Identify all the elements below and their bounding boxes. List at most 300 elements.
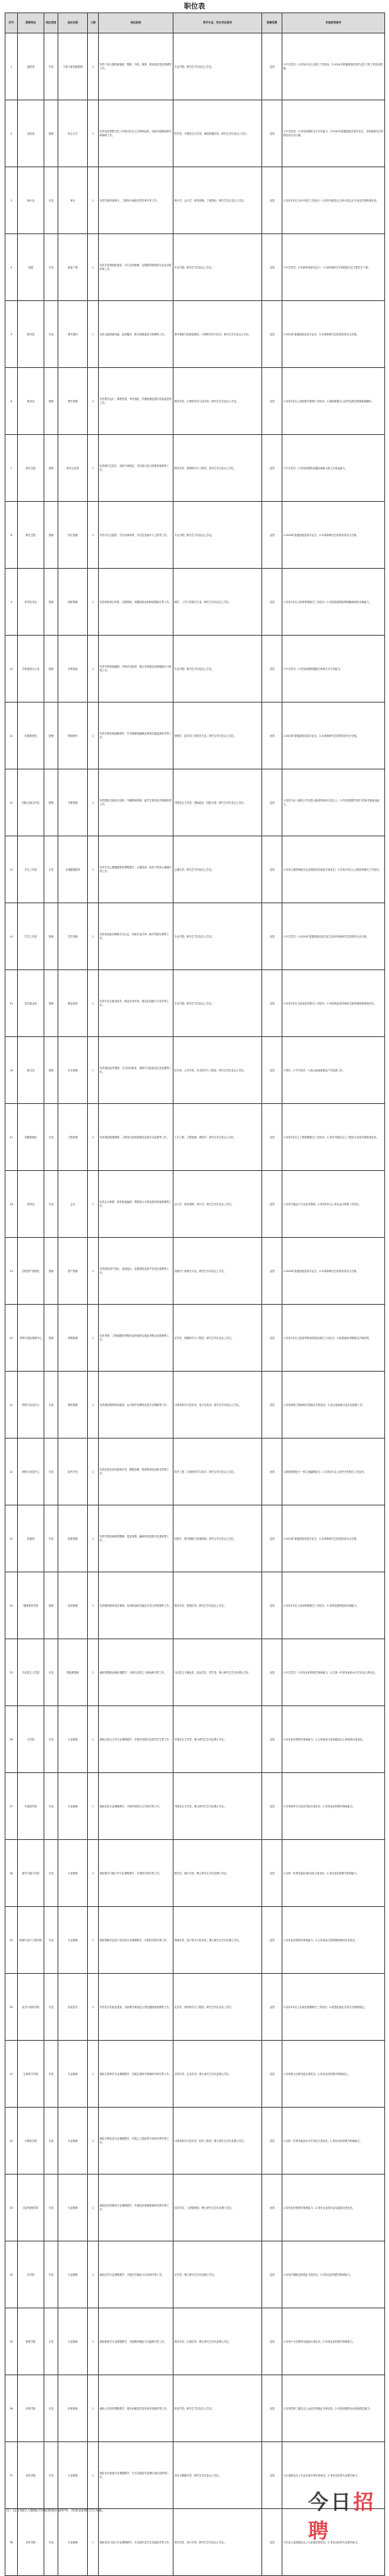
unit-cell: 体育学院 [18,2375,44,2442]
unit-cell: 美术学院 [18,2509,44,2576]
major-cell: 音乐与舞蹈学类；研究生学历及以上学位。 [173,2442,262,2509]
major-cell: 专业不限；研究生学历及以上学位。 [173,502,262,569]
condition-cell: 1.以第一作者发表高水平学术论文者优先；2.具有良好的教学科研能力。 [282,2108,385,2175]
category-cell: 管理 [44,703,58,769]
unit-cell: 物理与电子工程学院 [18,1907,44,1974]
count-cell: 1 [88,2308,99,2375]
unit-cell: 外国语学院 [18,1773,44,1840]
serial-cell: 12 [5,769,18,836]
condition-cell: 1.具有2年以上就业指导相关工作经历；2.具有职业指导师或生涯规划师资格者优先。 [282,970,385,1037]
scope-cell: 全国 [262,1639,282,1706]
position-cell: 专业教师 [58,2241,88,2308]
major-cell: 中国语言文学类；博士研究生学历及博士学位。 [173,1706,262,1773]
position-table [5,12,385,2576]
count-cell: 1 [88,1238,99,1305]
category-cell: 专技 [44,2041,58,2108]
count-cell: 1 [88,1773,99,1840]
table-row [5,167,385,234]
duty-cell: 负责化学实验室建设、实验教学准备及大型仪器设备管理等工作。 [99,1974,173,2041]
category-cell: 专技 [44,2175,58,2241]
major-cell: 教育学类、计算机科学与技术类；研究生学历及以上学位。 [173,368,262,435]
scope-cell: 全国 [262,33,282,100]
count-cell: 1 [88,1840,99,1907]
count-cell: 1 [88,33,99,100]
major-cell: 专业不限；研究生学历及以上学位。 [173,33,262,100]
condition-cell: 1.中共党员；2.具有2年以上相关工作经历；3.2024年普通高校应届毕业生不受工作经历限制。 [282,33,385,100]
position-cell: 专业教师 [58,2308,88,2375]
category-cell: 专技 [44,1505,58,1572]
unit-cell: 团委 [18,234,44,301]
count-cell: 1 [88,435,99,502]
major-cell: 外国语言文学类、国际政治、国际关系；研究生学历及以上学位。 [173,769,262,836]
unit-cell: 档案馆 [18,1505,44,1572]
unit-cell: 宣传部 [18,100,44,167]
category-cell: 专技 [44,1706,58,1773]
duty-cell: 负责信息化应用系统开发、数据治理、系统集成及运维支持等工作。 [99,1439,173,1505]
count-cell: 1 [88,636,99,703]
table-row [5,435,385,502]
major-cell: 会计学、财务管理、审计学；研究生学历及以上学位。 [173,1171,262,1238]
major-cell: 数学类、统计学类；博士研究生学历及博士学位。 [173,1840,262,1907]
duty-cell: 承担物理学及电子信息类专业课程教学、开展科学研究等工作。 [99,1907,173,1974]
condition-cell: 1.具有中小学教育实践经历者优先；2.具有良好的教学科研能力。 [282,2308,385,2375]
unit-cell: 继续教育学院 [18,1572,44,1639]
duty-cell: 承担教育学专业课程教学、开展教育理论与实践研究等工作。 [99,2308,173,2375]
count-cell: 1 [88,301,99,368]
duty-cell: 负责国有资产登记、清查盘点、处置审批及资产信息化管理等工作。 [99,1238,173,1305]
position-cell: 专业教师 [58,1840,88,1907]
count-cell: 1 [88,970,99,1037]
table-row [5,2108,385,2175]
unit-cell: 化学与材料学院 [18,1974,44,2041]
unit-cell: 组织部 [18,33,44,100]
count-cell: 1 [88,2442,99,2509]
table-row [5,2375,385,2442]
unit-cell: 采购与招标管理中心 [18,1305,44,1372]
position-cell: 审计 [58,167,88,234]
scope-cell: 全国 [262,1840,282,1907]
count-cell: 1 [88,703,99,769]
major-cell: 马克思主义理论类、政治学类、哲学类；博士研究生学历及博士学位。 [173,1639,262,1706]
serial-cell: 17 [5,1104,18,1171]
position-cell: 干部人事档案管理 [58,33,88,100]
page-title: 职位表 [184,3,205,11]
major-cell: 哲学类、中国语言文学类、新闻传播学类；研究生学历及以上学位。 [173,100,262,167]
major-cell: 体育学类；研究生学历及以上学位。 [173,2375,262,2442]
table-row [5,368,385,435]
serial-cell: 6 [5,368,18,435]
table-row [5,1639,385,1706]
duty-cell: 承担思想政治理论课教学、开展马克思主义理论研究等工作。 [99,1639,173,1706]
major-cell: 经济学类、工商管理类；博士研究生学历及博士学位。 [173,2175,262,2241]
duty-cell: 负责共青团组织建设、学生社团管理、志愿服务和校园文化活动组织等工作。 [99,234,173,301]
major-cell: 审计学、会计学、财务管理、工程造价；研究生学历及以上学位。 [173,167,262,234]
category-cell: 管理 [44,1305,58,1372]
scope-cell: 全国 [262,2241,282,2308]
duty-cell: 负责学位点建设、学位申请审核、学位信息统计与上报等工作。 [99,502,173,569]
duty-cell: 负责学生心理健康教育课程教学、心理咨询、危机干预及心理测评等工作。 [99,836,173,903]
condition-cell: 1.以第一作者发表SCI收录论文者优先；2.具有良好的教学科研能力。 [282,1840,385,1907]
major-cell: 心理学类；研究生学历及以上学位。 [173,836,262,903]
scope-cell: 全国 [262,1439,282,1505]
header-cell: 招聘单位 [18,13,44,33]
position-cell: 实验技术 [58,1974,88,2041]
condition-cell: 1.具有2年以上工程管理相关工作经历；2.具有中级及以上工程类专业技术资格者优先。 [282,1104,385,1171]
condition-cell: 1.中共党员；2.年龄30周岁及以下；3.本科或研究生阶段担任过主要学生干部。 [282,234,385,301]
scope-cell: 全国 [262,1305,282,1372]
duty-cell: 负责学校发展战略研究、中长期规划编制及规划实施监测评估等工作。 [99,703,173,769]
count-cell: 1 [88,903,99,970]
serial-cell: 22 [5,1439,18,1505]
major-cell: 法学类、管理科学与工程类；研究生学历及以上学位。 [173,1305,262,1372]
major-cell: 软件工程、计算机科学与技术；研究生学历及以上学位。 [173,1439,262,1505]
scope-cell: 全国 [262,703,282,769]
table-row [5,836,385,903]
table-row [5,1305,385,1372]
scope-cell: 全国 [262,2308,282,2375]
serial-cell: 25 [5,1639,18,1706]
category-cell: 专技 [44,2308,58,2375]
category-cell: 管理 [44,1037,58,1104]
condition-cell: 1.2024年普通高校应届毕业生；2.本科和研究生阶段均须为全日制。 [282,301,385,368]
position-cell: 专业教师 [58,2108,88,2175]
major-cell: 教育学类、心理学类；博士研究生学历及博士学位。 [173,2308,262,2375]
unit-cell: 马克思主义学院 [18,1639,44,1706]
serial-cell: 36 [5,2375,18,2442]
serial-cell: 16 [5,1037,18,1104]
duty-cell: 负责家庭经济困难学生认定、奖助学金评审、助学贷款办理等工作。 [99,903,173,970]
serial-cell: 24 [5,1572,18,1639]
scope-cell: 全国 [262,836,282,903]
table-row [5,1171,385,1238]
scope-cell: 全国 [262,2509,282,2576]
unit-cell: 研究生院 [18,435,44,502]
duty-cell: 负责国际交流项目组织、外籍教师管理、留学生事务及外事接待等工作。 [99,769,173,836]
duty-cell: 负责学校内部审计、工程审计和经济责任审计等工作。 [99,167,173,234]
count-cell: 1 [88,769,99,836]
unit-cell: 法学院 [18,2241,44,2308]
unit-cell: 网络与信息中心 [18,1439,44,1505]
count-cell: 1 [88,234,99,301]
condition-cell: 1.2024年普通高校应届毕业生；2.本科和研究生阶段均须为全日制。 [282,502,385,569]
unit-cell: 招生就业处 [18,970,44,1037]
position-cell: 图书资料 [58,301,88,368]
serial-cell: 18 [5,1171,18,1238]
position-cell: 工程管理 [58,1104,88,1171]
major-cell: 专业不限；研究生学历及以上学位。 [173,636,262,703]
unit-cell: 保卫处 [18,1037,44,1104]
header-cell: 序号 [5,13,18,33]
position-cell: 学科建设 [58,636,88,703]
duty-cell: 承担汉语言文学专业课程教学、开展学术研究及指导学生等工作。 [99,1706,173,1773]
major-cell: 法学类；博士研究生学历及博士学位。 [173,2241,262,2308]
category-cell: 专技 [44,1974,58,2041]
serial-cell: 32 [5,2108,18,2175]
duty-cell: 承担音乐表演专业课程教学、艺术实践指导及舞台演出组织等工作。 [99,2442,173,2509]
count-cell: 1 [88,1037,99,1104]
duty-cell: 负责宣传思想文化工作相关综合文字材料起草，协助开展理论研究和调研工作。 [99,100,173,167]
serial-cell: 31 [5,2041,18,2108]
category-cell: 管理 [44,769,58,836]
count-cell: 1 [88,1974,99,2041]
count-cell: 1 [88,2175,99,2241]
unit-cell: 科学技术处 [18,569,44,636]
table-row [5,234,385,301]
count-cell: 2 [88,2108,99,2175]
table-row [5,1439,385,1505]
position-cell: 团委干事 [58,234,88,301]
table-row [5,1572,385,1639]
table-row [5,502,385,569]
table-row [5,1974,385,2041]
unit-cell: 生命科学学院 [18,2041,44,2108]
serial-cell: 20 [5,1305,18,1372]
serial-cell: 15 [5,970,18,1037]
scope-cell: 全国 [262,1372,282,1439]
condition-cell: 1.具有国家二级及以上运动员等级证书者优先；2.具有较强的运动训练指导能力。 [282,2375,385,2442]
table-row [5,2041,385,2108]
condition-cell: 1.中共党员；2.2024年普通高校应届毕业生须本科和研究生阶段均为全日制。 [282,903,385,970]
table-footnote: 注：以上岗位人数统计均按照岗位表所列，具体以招聘公告为准。 [6,2509,106,2513]
scope-cell: 全国 [262,1238,282,1305]
table-row [5,636,385,703]
scope-cell: 全国 [262,100,282,167]
count-cell: 1 [88,1505,99,1572]
condition-cell: 1.具有2年以上高校教学管理工作经历；2.熟练掌握办公软件及教务管理系统操作。 [282,368,385,435]
unit-cell: 国际交流合作处 [18,769,44,836]
serial-cell: 30 [5,1974,18,2041]
serial-cell: 33 [5,2175,18,2241]
major-cell: 外国语言文学类；博士研究生学历及博士学位。 [173,1773,262,1840]
duty-cell: 负责继续教育项目策划、培训班组织实施及学员日常管理等工作。 [99,1572,173,1639]
duty-cell: 承担生物科学专业课程教学、开展生命科学领域科学研究等工作。 [99,2041,173,2108]
table-body [5,33,385,2576]
category-cell: 专技 [44,2108,58,2175]
condition-cell: 1.具有良好的教学科研能力；2.具有企业或行业实践经历者优先。 [282,2175,385,2241]
position-cell: 就业指导 [58,970,88,1037]
watermark-text-b: 招聘 [308,2491,377,2543]
count-cell: 1 [88,1171,99,1238]
condition-cell: 1.具有2年以上科研管理相关工作经历；2.具有较强的政策理解和组织协调能力。 [282,569,385,636]
position-cell: 体育教师 [58,2375,88,2442]
scope-cell: 全国 [262,435,282,502]
serial-cell: 27 [5,1773,18,1840]
position-cell: 专业教师 [58,2442,88,2509]
table-row [5,33,385,100]
position-cell: 专业教师 [58,2175,88,2241]
count-cell: 1 [88,1305,99,1372]
unit-cell: 学生工作部 [18,836,44,903]
position-cell: 网络管理 [58,1372,88,1439]
count-cell: 1 [88,1439,99,1505]
category-cell: 专技 [44,301,58,368]
condition-cell: 1.具有心理咨询相关从业资格或培训证书者优先；2.具有1年以上心理咨询相关工作经历。 [282,836,385,903]
unit-cell: 发展规划处 [18,703,44,769]
scope-cell: 全国 [262,2041,282,2108]
condition-cell: 1.2024年普通高校应届毕业生；2.本科和研究生阶段均须为全日制。 [282,703,385,769]
condition-cell: 1.具有良好的教学科研能力；2.主持或参与国家级科研项目者优先。 [282,1907,385,1974]
scope-cell: 全国 [262,301,282,368]
scope-cell: 全国 [262,1505,282,1572]
position-cell: 心理健康教育 [58,836,88,903]
condition-cell: 1.2024年普通高校应届毕业生；2.本科和研究生阶段均须为全日制。 [282,1238,385,1305]
category-cell: 管理 [44,970,58,1037]
major-cell: 理学、工学门类相关专业；研究生学历及以上学位。 [173,569,262,636]
serial-cell: 26 [5,1706,18,1773]
position-cell: 规划研究 [58,703,88,769]
unit-cell: 网络与信息中心 [18,1372,44,1439]
unit-cell: 财务处 [18,1171,44,1238]
unit-cell: 文学院 [18,1706,44,1773]
table-row [5,970,385,1037]
table-row [5,301,385,368]
serial-cell: 21 [5,1372,18,1439]
count-cell: 1 [88,368,99,435]
category-cell: 管理 [44,435,58,502]
duty-cell: 负责校园网络规划建设、运行维护及网络信息安全保障等工作。 [99,1372,173,1439]
unit-cell: 数学与统计学院 [18,1840,44,1907]
count-cell: 1 [88,569,99,636]
scope-cell: 全国 [262,903,282,970]
duty-cell: 负责干部人事档案接收、整理、归档、保管、利用及信息化管理等工作。 [99,33,173,100]
condition-cell: 1.具有法律职业资格证书者优先；2.具有良好的教学科研能力。 [282,2241,385,2308]
major-cell: 生物学类、生态学类；博士研究生学历及博士学位。 [173,2041,262,2108]
position-cell: 科研管理 [58,569,88,636]
header-cell: 岗位职责 [99,13,173,33]
category-cell: 专技 [44,167,58,234]
position-cell: 档案管理 [58,1505,88,1572]
unit-cell: 国有资产管理处 [18,1238,44,1305]
scope-cell: 全国 [262,1171,282,1238]
condition-cell: 1.具有2年以上政府采购或招投标相关工作经历；2.熟悉政府采购相关法律法规。 [282,1305,385,1372]
unit-cell: 教务处 [18,368,44,435]
category-cell: 专技 [44,2375,58,2442]
duty-cell: 负责会计核算、财务报表编制、预算执行分析及财务档案管理等工作。 [99,1171,173,1238]
condition-cell: 1.作品入选省级及以上专业展览者优先；2.具有良好的专业教学能力。 [282,2509,385,2576]
scope-cell: 全国 [262,1706,282,1773]
serial-cell: 38 [5,2509,18,2576]
category-cell: 专技 [44,1372,58,1439]
category-cell: 管理 [44,636,58,703]
table-row [5,2241,385,2308]
unit-cell: 音乐学院 [18,2442,44,2509]
scope-cell: 全国 [262,1773,282,1840]
condition-cell: 1.中共党员；2.具有较强的数据分析和文字写作能力。 [282,636,385,703]
category-cell: 管理 [44,1238,58,1305]
major-cell: 物理学类、电子科学与技术类；博士研究生学历及博士学位。 [173,1907,262,1974]
condition-cell: 1.具有2年以上培训管理相关工作经历；2.具有较强的组织协调能力。 [282,1572,385,1639]
duty-cell: 承担英语专业课程教学、开展外国语言文学研究等工作。 [99,1773,173,1840]
duty-cell: 负责学科规划编制、学科评估组织、重点学科建设及数据统计分析等工作。 [99,636,173,703]
scope-cell: 全国 [262,1037,282,1104]
table-row [5,569,385,636]
count-cell: 1 [88,1907,99,1974]
serial-cell: 23 [5,1505,18,1572]
condition-cell: 1.英语专业八级或大学英语六级成绩425分及以上；2.具有较强的外语口语和书面表达能力。 [282,769,385,836]
scope-cell: 全国 [262,2108,282,2175]
category-cell: 专技 [44,1104,58,1171]
position-cell: 专业教师 [58,2041,88,2108]
serial-cell: 8 [5,502,18,569]
condition-cell: 1.具有博士后研究经历者优先；2.具有良好的教学科研能力。 [282,2041,385,2108]
position-cell: 教学管理 [58,368,88,435]
major-cell: 管理学门类相关专业；研究生学历及以上学位。 [173,1238,262,1305]
unit-cell: 学生工作部 [18,903,44,970]
count-cell: 1 [88,167,99,234]
count-cell: 1 [88,502,99,569]
scope-cell: 全国 [262,769,282,836]
table-row [5,100,385,167]
duty-cell: 负责毕业生就业指导、就业市场开拓、就业信息统计与发布等工作。 [99,970,173,1037]
unit-cell: 研究生院 [18,502,44,569]
category-cell: 专技 [44,2509,58,2576]
major-cell: 专业不限；研究生学历及以上学位。 [173,970,262,1037]
duty-cell: 负责学校档案收集整理、鉴定保管、编研利用及数字化建设等工作。 [99,1505,173,1572]
position-cell: 学生资助 [58,903,88,970]
major-cell: 档案学、图书情报与档案管理；研究生学历及以上学位。 [173,1505,262,1572]
category-cell: 管理 [44,368,58,435]
table-row [5,1907,385,1974]
serial-cell: 35 [5,2308,18,2375]
position-cell: 学位管理 [58,502,88,569]
table-header-row [5,13,385,33]
scope-cell: 全国 [262,1104,282,1171]
scope-cell: 全国 [262,2375,282,2442]
category-cell: 专技 [44,836,58,903]
duty-cell: 承担数学与统计学专业课程教学、开展科学研究等工作。 [99,1840,173,1907]
position-cell: 专业教师 [58,1773,88,1840]
condition-cell: 1.在省级及以上专业比赛中获奖者优先；2.具有良好的专业教学能力。 [282,2442,385,2509]
category-cell: 专技 [44,1439,58,1505]
table-row [5,769,385,836]
major-cell: 专业不限；研究生学历及以上学位。 [173,234,262,301]
condition-cell: 1.具有良好的教学科研能力；2.主持或参与省部级及以上科研项目者优先。 [282,1706,385,1773]
count-cell: 1 [88,2241,99,2308]
category-cell: 管理 [44,903,58,970]
serial-cell: 29 [5,1907,18,1974]
major-cell: 专业不限；研究生学历及以上学位。 [173,903,262,970]
condition-cell: 1.具有2年以上实验室管理相关工作经历；2.熟悉危险化学品安全管理规定。 [282,1974,385,2041]
count-cell: 1 [88,1104,99,1171]
condition-cell: 1.具有2年以上审计相关工作经历；2.具有中级及以上审计或会计专业技术资格者优先。 [282,167,385,234]
serial-cell: 5 [5,301,18,368]
scope-cell: 全国 [262,368,282,435]
position-cell: 资产管理 [58,1238,88,1305]
category-cell: 专技 [44,234,58,301]
serial-cell: 37 [5,2442,18,2509]
serial-cell: 13 [5,836,18,903]
serial-cell: 1 [5,33,18,100]
category-cell: 专技 [44,33,58,100]
position-cell: 专业教师 [58,1907,88,1974]
duty-cell: 负责校园基建维修、工程项目现场管理及质量安全监督等工作。 [99,1104,173,1171]
count-cell: 1 [88,2375,99,2442]
serial-cell: 2 [5,100,18,167]
table-row [5,1773,385,1840]
scope-cell: 全国 [262,970,282,1037]
category-cell: 管理 [44,100,58,167]
condition-cell: 1.具有海外学习或访学经历者优先；2.具有良好的教学科研能力。 [282,1773,385,1840]
header-cell: 岗位类别 [44,13,58,33]
category-cell: 专技 [44,2442,58,2509]
duty-cell: 负责研究生招生、培养方案制定、学位授予及日常教育管理等工作。 [99,435,173,502]
table-row [5,2175,385,2241]
condition-cell: 1.熟练掌握至少一种主流编程语言；2.具有2年以上软件开发相关工作经历。 [282,1439,385,1505]
table-row [5,2308,385,2375]
table-row [5,1104,385,1171]
header-cell: 岗位名称 [58,13,88,33]
position-cell: 培训管理 [58,1572,88,1639]
